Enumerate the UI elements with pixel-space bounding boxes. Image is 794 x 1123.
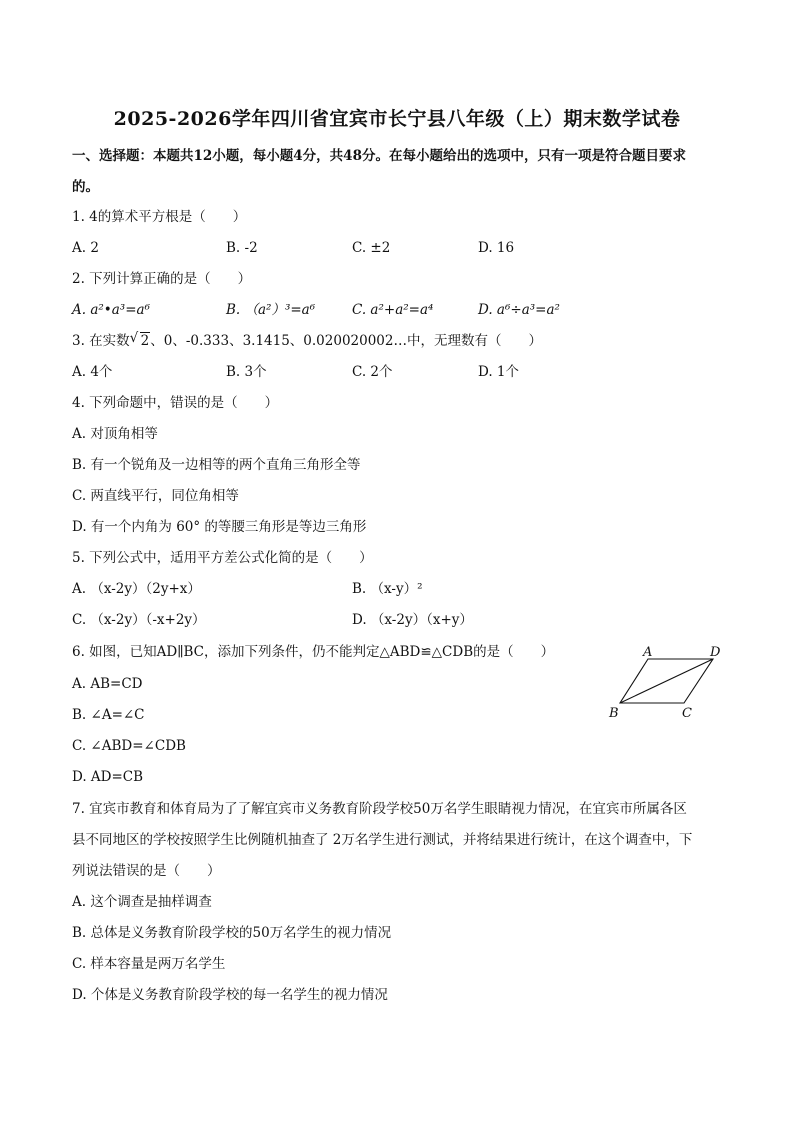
q3-option-d: D. 1个 xyxy=(478,364,520,380)
q2-stem: 2. 下列计算正确的是（ ） xyxy=(72,271,252,287)
q7-stem-line3: 列说法错误的是（ ） xyxy=(72,863,221,879)
q5-option-b: B. （x-y）² xyxy=(352,581,423,597)
q2-option-b: B. （a²）³=a⁶ xyxy=(226,302,316,318)
q4-option-a: A. 对顶角相等 xyxy=(72,426,158,442)
q3-stem-prefix: 3. 在实数 xyxy=(72,333,130,349)
q3-stem-suffix: 、0、-0.333、3.1415、0.020020002…中，无理数有（ ） xyxy=(150,333,542,349)
exam-title: 2025-2026学年四川省宜宾市长宁县八年级（上）期末数学试卷 xyxy=(113,108,681,130)
q4-stem: 4. 下列命题中，错误的是（ ） xyxy=(72,395,279,411)
q7-stem-line1: 7. 宜宾市教育和体育局为了了解宜宾市义务教育阶段学校50万名学生眼睛视力情况，在宜宾市所属各区 xyxy=(72,801,687,817)
q7-option-c: C. 样本容量是两万名学生 xyxy=(72,956,226,972)
q6-option-a: A. AB=CD xyxy=(72,676,143,692)
q4-option-b: B. 有一个锐角及一边相等的两个直角三角形全等 xyxy=(72,457,361,473)
q7-option-a: A. 这个调查是抽样调查 xyxy=(72,894,212,910)
q6-option-d: D. AD=CB xyxy=(72,769,144,785)
sqrt-symbol: √ 2 xyxy=(129,330,150,349)
q2-option-a: A. a²•a³=a⁶ xyxy=(72,302,150,318)
q6-parallelogram-figure xyxy=(600,642,730,726)
q5-option-a: A. （x-2y）（2y+x） xyxy=(72,581,201,597)
q3-stem xyxy=(72,331,542,351)
vertex-label-b: B xyxy=(609,706,619,721)
q1-option-c: C. ±2 xyxy=(352,240,391,256)
section-instructions-line2: 的。 xyxy=(72,179,99,195)
q3-option-b: B. 3个 xyxy=(226,364,267,380)
vertex-label-d: D xyxy=(710,645,721,660)
q1-option-b: B. -2 xyxy=(226,240,258,256)
q7-option-b: B. 总体是义务教育阶段学校的50万名学生的视力情况 xyxy=(72,925,392,941)
q2-option-d: D. a⁶÷a³=a² xyxy=(478,302,560,318)
q5-stem: 5. 下列公式中，适用平方差公式化简的是（ ） xyxy=(72,550,373,566)
q1-stem: 1. 4的算术平方根是（ ） xyxy=(72,209,247,225)
section-instructions-line1: 一、选择题：本题共12小题，每小题4分，共48分。在每小题给出的选项中，只有一项是符合题目要求 xyxy=(72,148,686,164)
vertex-label-a: A xyxy=(643,645,653,660)
q2-option-c: C. a²+a²=a⁴ xyxy=(352,302,434,318)
q4-option-c: C. 两直线平行，同位角相等 xyxy=(72,488,239,504)
q1-option-d: D. 16 xyxy=(478,240,515,256)
vertex-label-c: C xyxy=(682,706,692,721)
q5-option-d: D. （x-2y）（x+y） xyxy=(352,612,473,628)
q1-option-a: A. 2 xyxy=(72,240,99,256)
q5-option-c: C. （x-2y）（-x+2y） xyxy=(72,612,206,628)
q3-option-a: A. 4个 xyxy=(72,364,113,380)
q3-radicand: 2 xyxy=(140,333,150,349)
q6-option-b: B. ∠A=∠C xyxy=(72,707,145,723)
q7-stem-line2: 县不同地区的学校按照学生比例随机抽查了 2万名学生进行测试，并将结果进行统计，在这个调查中，下 xyxy=(72,832,693,848)
q6-stem: 6. 如图，已知AD∥BC，添加下列条件，仍不能判定△ABD≌△CDB的是（ ） xyxy=(72,644,555,660)
q7-option-d: D. 个体是义务教育阶段学校的每一名学生的视力情况 xyxy=(72,987,388,1003)
q3-option-c: C. 2个 xyxy=(352,364,393,380)
q4-option-d: D. 有一个内角为 60° 的等腰三角形是等边三角形 xyxy=(72,519,367,535)
q6-option-c: C. ∠ABD=∠CDB xyxy=(72,738,186,754)
